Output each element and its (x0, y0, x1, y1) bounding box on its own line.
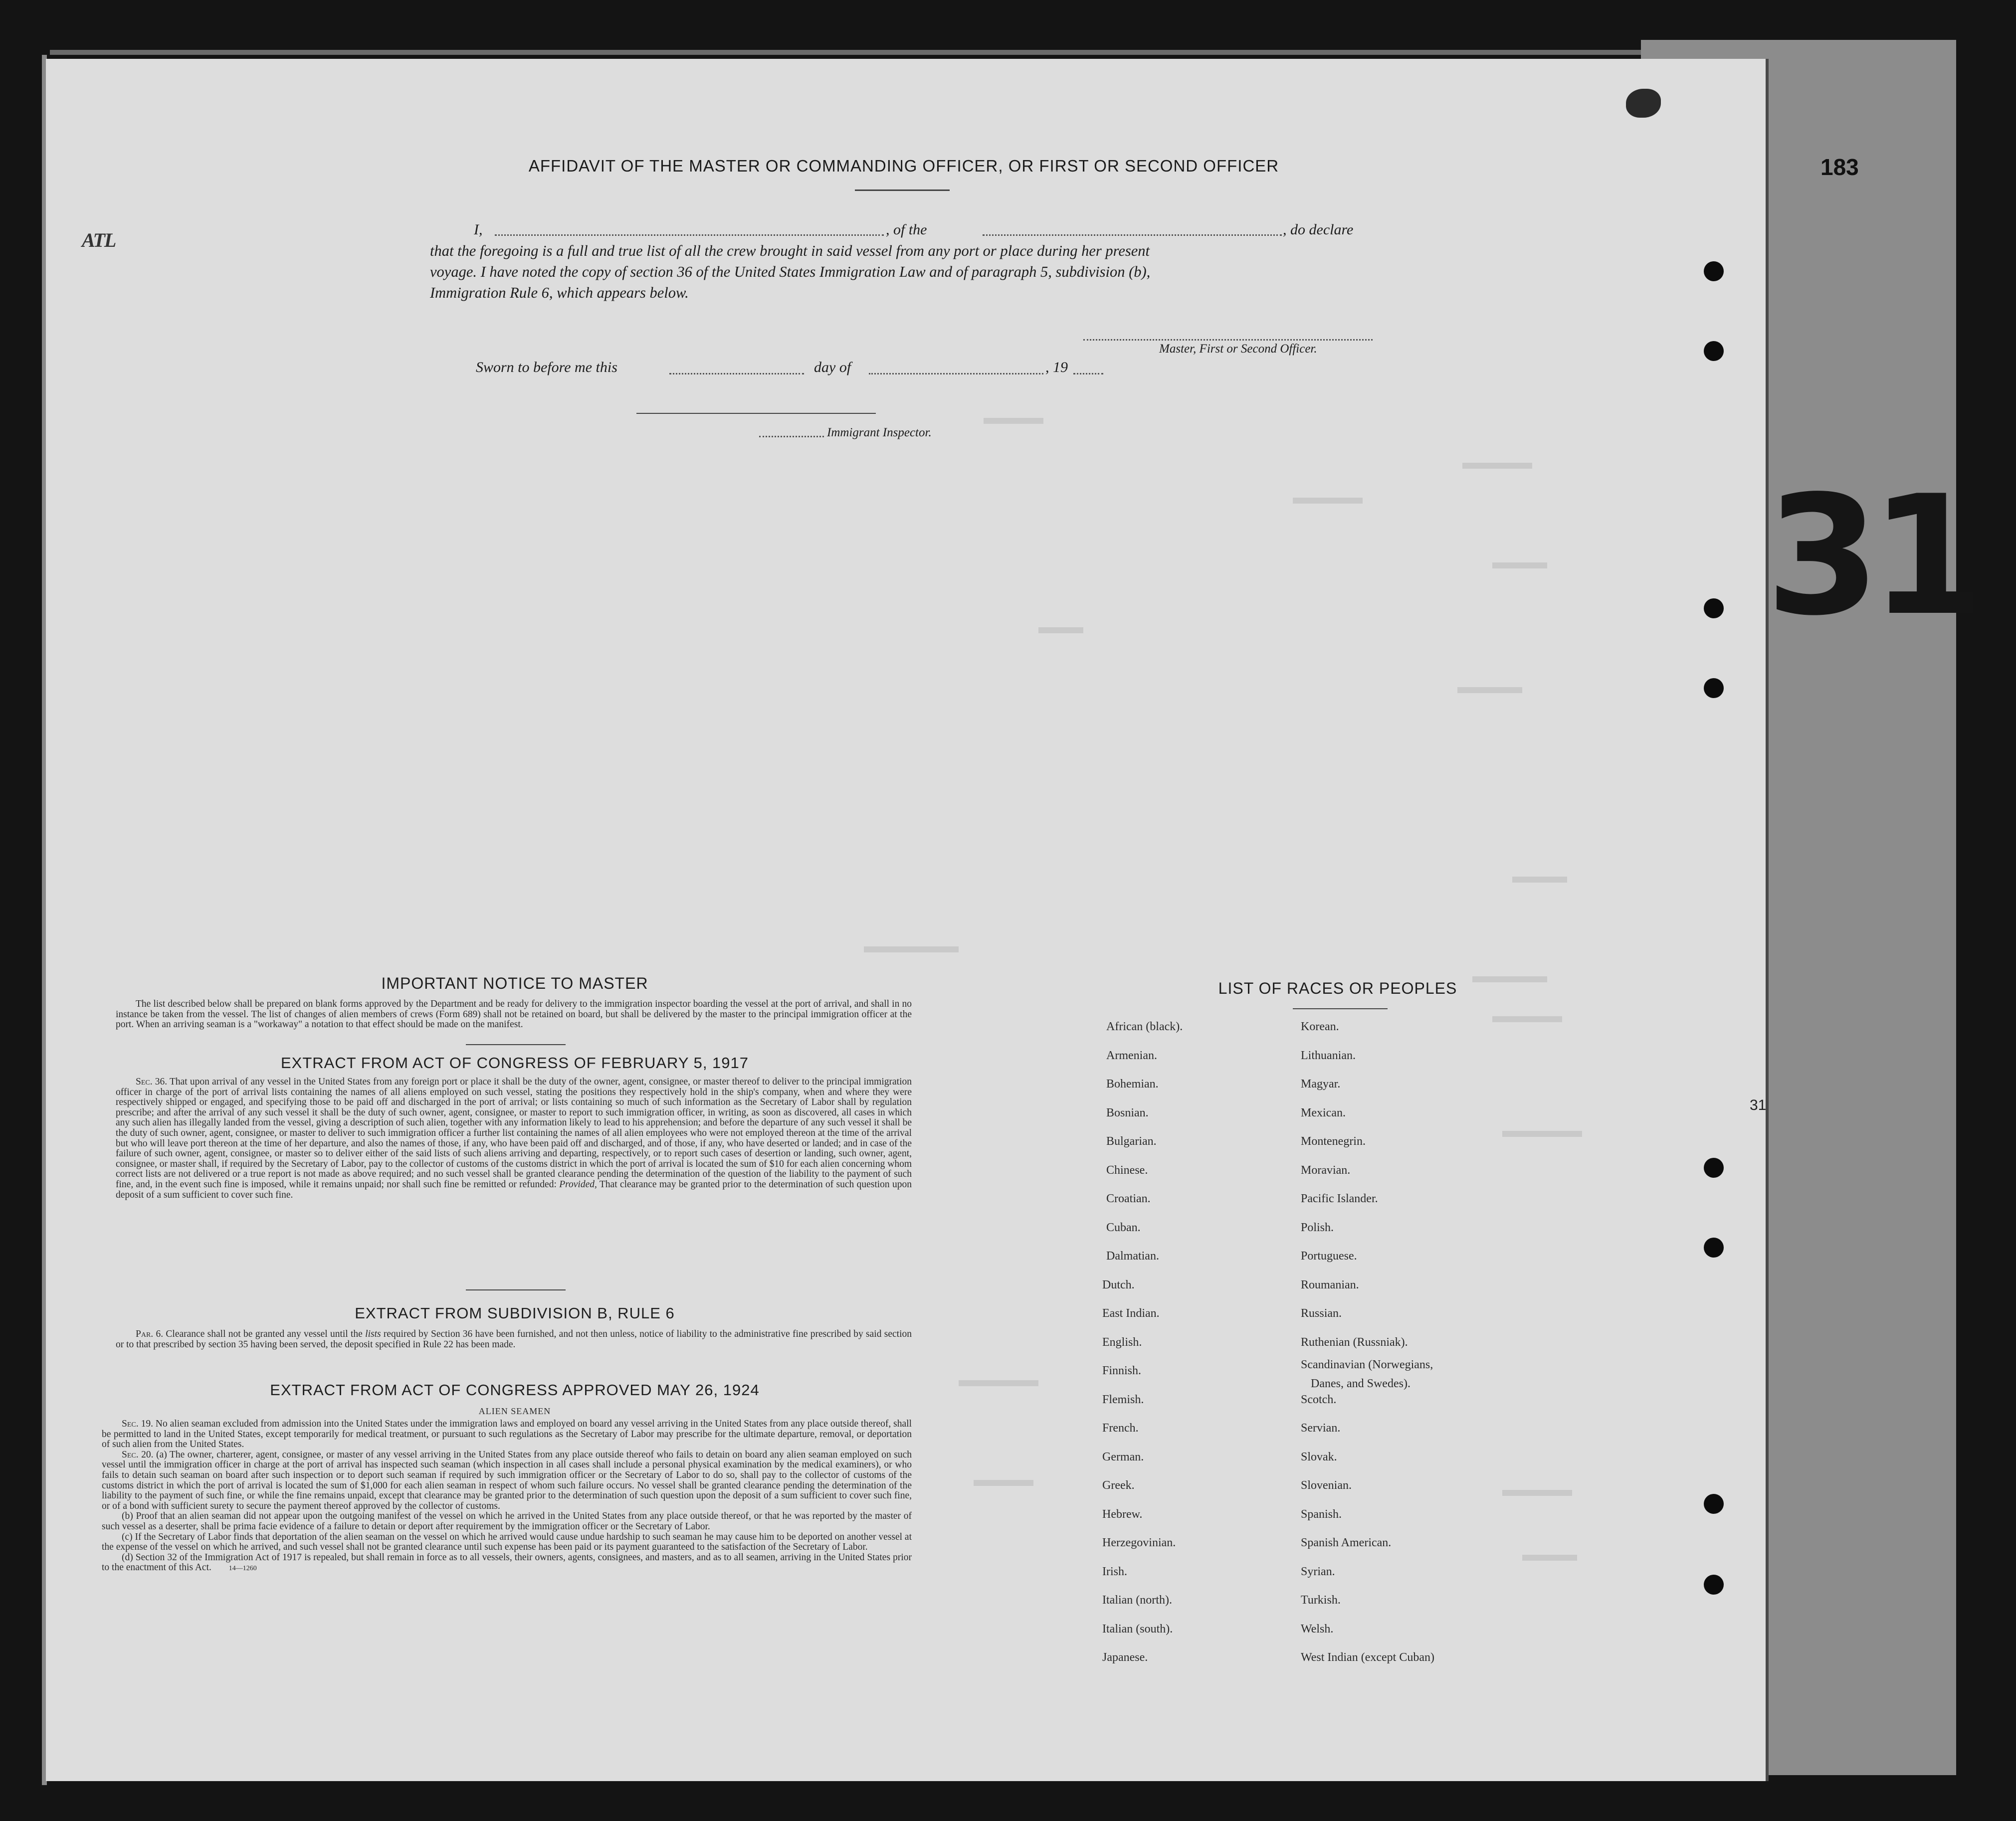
extract-1917-title: EXTRACT FROM ACT OF CONGRESS OF FEBRUARY 5, 1917 (280, 1054, 749, 1072)
sec-20b-body: (b) Proof that an alien seaman did not appear upon the outgoing manifest of the vessel on which he arrived in the United States from any place outside thereof, or that he was reported by the master of such vessel as a deserter, shall be prima facie evidence of a failure to detain or deport after requirement by the immigration officer or the Secretary of Labor. (102, 1511, 912, 1532)
race-item: Servian. (1301, 1422, 1341, 1435)
race-item: Italian (south). (1102, 1622, 1173, 1636)
race-item: Japanese. (1102, 1651, 1148, 1664)
race-item: Portuguese. (1301, 1250, 1357, 1263)
race-item: Irish. (1102, 1565, 1127, 1578)
race-item: Polish. (1301, 1221, 1334, 1234)
officer-caption: Master, First or Second Officer. (1159, 342, 1317, 356)
corner-stamp-mark (1626, 89, 1661, 118)
race-item: Slovak. (1301, 1450, 1337, 1463)
race-item: Turkish. (1301, 1594, 1341, 1607)
race-item: Croatian. (1106, 1192, 1151, 1205)
race-item: Welsh. (1301, 1622, 1334, 1636)
affidavit-of-the: , of the (886, 221, 927, 238)
extract-1917-divider (466, 1289, 566, 1290)
race-item: East Indian. (1102, 1307, 1160, 1320)
race-item: English. (1102, 1335, 1142, 1349)
officer-signature-line (1083, 339, 1373, 341)
race-item: Cuban. (1106, 1221, 1141, 1234)
race-item: Russian. (1301, 1307, 1342, 1320)
race-item: Greek. (1102, 1479, 1135, 1492)
race-item: West Indian (except Cuban) (1301, 1651, 1434, 1664)
race-item: Hebrew. (1102, 1507, 1143, 1521)
handwritten-number: 31 (1766, 460, 1975, 652)
par-6-lists: lists (365, 1329, 381, 1339)
sec-36-body: That upon arrival of any vessel in the United States from any foreign port or place it shall be the duty of the owner, agent, consignee, or master thereof to deliver to the principal immigration officer in charge of the port of arrival lists containing the names of all aliens employed on such vessel, stating the positions they respectively hold in the ship's company, when and where they were respectively shipped or engaged, and specifying those to be paid off and discharged in the port of arrival; or lists containing so much of such information as the Secretary of Labor shall by regulation prescribe; and after the arrival of any such vessel it shall be the duty of such owner, agent, consignee, or master to report to such immigration officer, in writing, as soon as discovered, all cases in which any such alien has illegally landed from the vessel, giving a description of such alien, together with any information likely to lead to his apprehension; and before the departure of any such vessel it shall be the duty of such owner, agent, consignee, or master to deliver to such immigration officer a further list containing the names of all alien employees who were not employed thereon at the time of the arrival but who will leave port thereon at the time of her departure, and also the names of those, if any, who have been paid off and discharged, and of those, if any, who have deserted or landed; and in case of the failure of such owner, agent, consignee, or master so to deliver either of the said lists of such aliens arriving and departing, respectively, or to report such cases of desertion or landing, such owner, agent, consignee, or master shall, if required by the Secretary of Labor, pay to the collector of customs of the customs district in which the port of arrival is located the sum of $10 for each alien concerning whom correct lists are not delivered or a true report is not made as above required; and no such vessel shall be granted clearance pending the determination of the question of the liability to the payment of such fine, and, in the event such fine is imposed, while it remains unpaid; nor shall such fine be remitted or refunded: (116, 1077, 912, 1190)
sworn-text: Sworn to before me this (476, 359, 617, 375)
par-6-text-a: Clearance shall not be granted any vessel until the (166, 1329, 363, 1339)
affidavit-do-declare: , do declare (1283, 221, 1354, 238)
handwritten-margin-mark: ATL (82, 229, 116, 251)
race-item: German. (1102, 1450, 1144, 1463)
sworn-day-of: day of (814, 359, 851, 375)
notice-body: The list described below shall be prepared on blank forms approved by the Department and be ready for delivery to the immigration inspector boarding the vessel at the port of arrival, and shall in no instance be taken from the vessel. The list of changes of alien members of crews (Form 689) shall not be retained on board, but shall be delivered by the master to the principal immigration officer at the port. When an arriving seaman is a "workaway" a notation to that effect should be made on the manifest. (116, 999, 912, 1030)
race-item: Finnish. (1102, 1364, 1142, 1377)
sworn-month-line (869, 373, 1043, 374)
extract-1917-text (116, 1077, 912, 1200)
notice-text (116, 999, 912, 1030)
provided-label: Provided, (559, 1179, 597, 1190)
race-item: Bohemian. (1106, 1078, 1159, 1091)
inspector-caption: Immigrant Inspector. (827, 426, 932, 439)
race-item: Danes, and Swedes). (1311, 1377, 1411, 1390)
race-item: Spanish. (1301, 1507, 1342, 1521)
par-6-text-b: required by Section 36 have been furnished, and not then unless, notice of liability to the administrative fine prescribed by said section or to that prescribed by section 35 having been served, the deposit specified in Rule 22 has been made. (116, 1329, 912, 1350)
par-6-label: Par. 6. (136, 1329, 164, 1339)
affidavit-line-3: voyage. I have noted the copy of section 36 of the United States Immigration Law and of paragraph 5, subdivision (b), (430, 263, 1151, 280)
affidavit-title: AFFIDAVIT OF THE MASTER OR COMMANDING OFFICER, OR FIRST OR SECOND OFFICER (528, 157, 1279, 175)
sec-19-body: No alien seaman excluded from admission into the United States under the immigration laws and employed on board any vessel arriving in the United States from any place outside thereof, shall be permitted to land in the United States, except temporarily for medical treatment, or pursuant to such regulations as the Secretary of Labor may prescribe for the ultimate departure, removal, or deportation of such alien from the United States. (102, 1419, 912, 1450)
race-item: Moravian. (1301, 1163, 1351, 1177)
race-item: Bulgarian. (1106, 1135, 1157, 1148)
rule-6-text (116, 1329, 912, 1350)
races-divider (1293, 1008, 1388, 1009)
notice-divider (466, 1044, 566, 1045)
race-item: Magyar. (1301, 1078, 1341, 1091)
sec-19 (102, 1419, 912, 1450)
master-name-line (495, 234, 884, 236)
sworn-day-line (669, 373, 804, 374)
notice-title: IMPORTANT NOTICE TO MASTER (381, 974, 648, 992)
alien-seamen-subtitle: ALIEN SEAMEN (478, 1406, 551, 1416)
sec-20a-body: (a) The owner, charterer, agent, consignee, or master of any vessel arriving in the United States from any place outside thereof who fails to detain on board any alien seaman employed on such vessel until the immigration officer in charge at the port of arrival has inspected such seaman (which inspection in all cases shall include a personal physical examination by the medical examiners), or who fails to detain such seaman on board after such inspection or to deport such seaman if required by such immigration officer or the Secretary of Labor to do so, shall pay to the collector of customs of the customs district in which the port of arrival is located the sum of $1,000 for each alien seaman in respect of whom such failure occurs. No vessel shall be granted clearance pending the determination of the liability to the payment of such fine, or while the fine remains unpaid, except that clearance may be granted prior to the determination of such question upon the deposit of a sum sufficient to cover such fine, or of a bond with sufficient surety to secure the payment thereof approved by the collector of customs. (102, 1449, 912, 1511)
extract-1924-text (102, 1419, 912, 1574)
sworn-year-line (1073, 373, 1103, 374)
race-item: Armenian. (1106, 1049, 1157, 1062)
race-item: Syrian. (1301, 1565, 1335, 1578)
race-item: Herzegovinian. (1102, 1536, 1176, 1549)
race-item: Chinese. (1106, 1163, 1148, 1177)
stamped-number: 31 (1750, 1097, 1767, 1113)
inspector-signature-line (636, 413, 876, 414)
rule-6-title: EXTRACT FROM SUBDIVISION B, RULE 6 (355, 1304, 675, 1322)
race-item: Dalmatian. (1106, 1250, 1159, 1263)
affidavit-line-4: Immigration Rule 6, which appears below. (430, 284, 689, 301)
race-item: Dutch. (1102, 1278, 1135, 1291)
race-item: Ruthenian (Russniak). (1301, 1335, 1408, 1349)
race-item: French. (1102, 1422, 1139, 1435)
race-item: Roumanian. (1301, 1278, 1359, 1291)
inspector-prefix-line (759, 436, 824, 437)
race-item: Scotch. (1301, 1393, 1337, 1406)
race-item: Spanish American. (1301, 1536, 1392, 1549)
sec-20-label: Sec. 20. (122, 1449, 154, 1460)
form-number: 14—1260 (228, 1565, 257, 1573)
sec-20d (102, 1553, 912, 1574)
race-item: Mexican. (1301, 1106, 1346, 1119)
page-number: 183 (1820, 154, 1859, 180)
race-item: Scandinavian (Norwegians, (1301, 1358, 1433, 1371)
sworn-year: , 19 (1045, 359, 1068, 375)
race-item: Slovenian. (1301, 1479, 1352, 1492)
race-item: African (black). (1106, 1020, 1183, 1033)
affidavit-line-2: that the foregoing is a full and true list of all the crew brought in said vessel from any port or place during her present (430, 242, 1150, 259)
races-title: LIST OF RACES OR PEOPLES (1218, 979, 1457, 997)
crew-manifest-reverse-page (46, 59, 1766, 1781)
race-item: Pacific Islander. (1301, 1192, 1378, 1205)
sec-20c-body: (c) If the Secretary of Labor finds that deportation of the alien seaman on the vessel on which he arrived would cause undue hardship to such seaman he may cause him to be deported on another vessel at the expense of the vessel on which he arrived, and such vessel shall not be granted clearance until such expense has been paid or its payment guaranteed to the satisfaction of the Secretary of Labor. (102, 1531, 912, 1553)
vessel-name-line (983, 234, 1282, 236)
race-item: Korean. (1301, 1020, 1339, 1033)
race-item: Flemish. (1102, 1393, 1144, 1406)
race-item: Montenegrin. (1301, 1135, 1366, 1148)
sec-20c (102, 1532, 912, 1553)
sec-20b (102, 1511, 912, 1532)
race-item: Italian (north). (1102, 1594, 1172, 1607)
race-item: Bosnian. (1106, 1106, 1149, 1119)
affidavit-i: I, (474, 221, 483, 238)
extract-1924-title: EXTRACT FROM ACT OF CONGRESS APPROVED MAY 26, 1924 (270, 1381, 760, 1399)
sec-20d-body: (d) Section 32 of the Immigration Act of 1917 is repealed, but shall remain in force as to all vessels, their owners, agents, consignees, and masters, and as to all seamen, arriving in the United States prior to the enactment of this Act. (102, 1552, 912, 1573)
race-item: Lithuanian. (1301, 1049, 1356, 1062)
sec-19-label: Sec. 19. (122, 1419, 153, 1429)
provided-body: That clearance may be granted prior to the determination of such question upon deposit of a sum sufficient to cover such fine. (116, 1179, 912, 1200)
sec-36-label: Sec. 36. (136, 1077, 168, 1087)
title-divider (855, 189, 950, 191)
sec-20a (102, 1450, 912, 1512)
